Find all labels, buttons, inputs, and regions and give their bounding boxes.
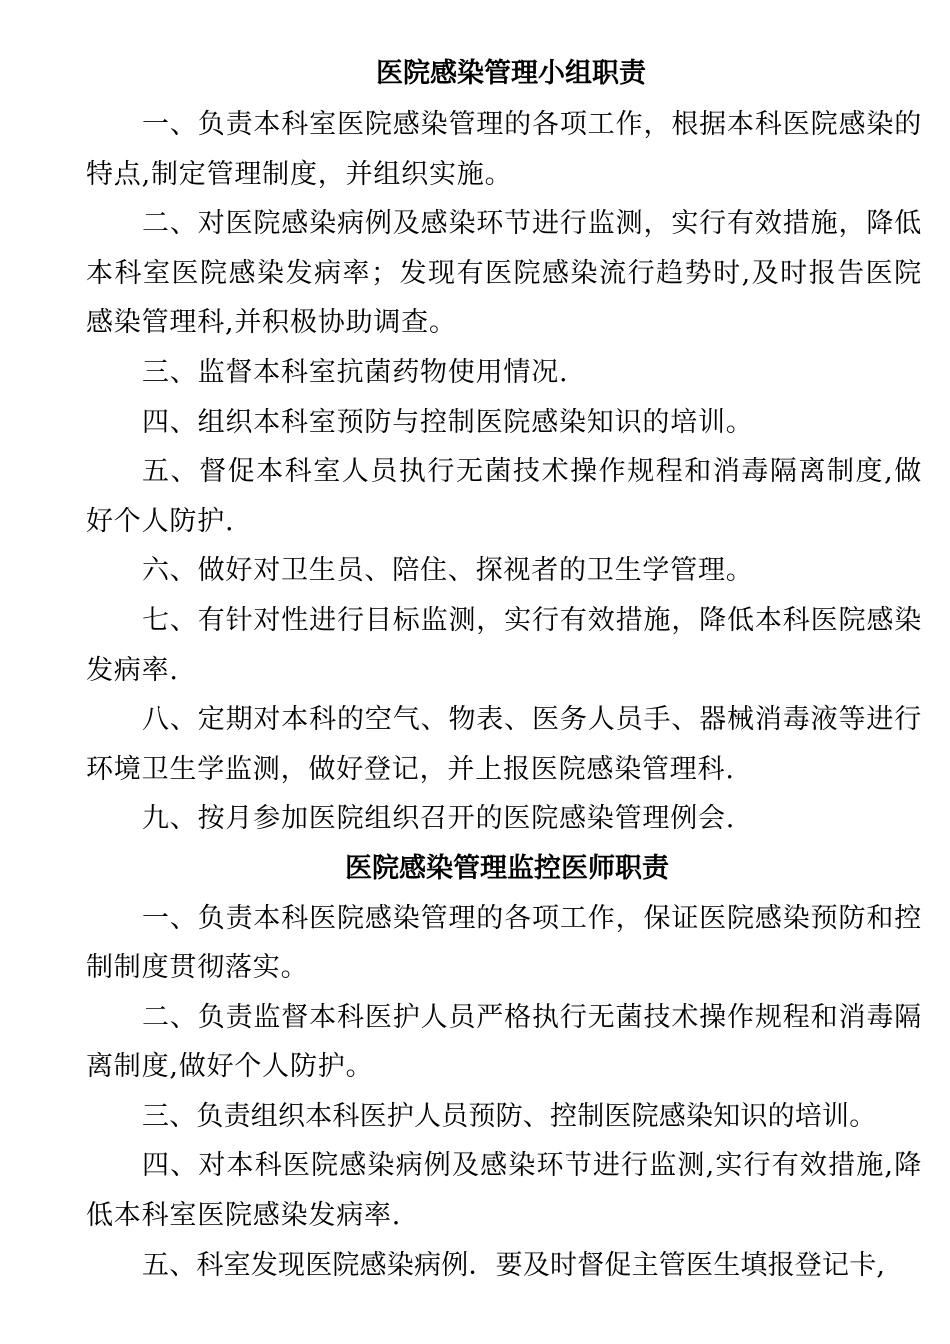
section1-item-3: 三、监督本科室抗菌药物使用情况.	[142, 356, 569, 388]
section1-item-4: 四、组织本科室预防与控制医院感染知识的培训。	[142, 406, 754, 438]
section1-title: 医院感染管理小组职责	[376, 58, 646, 89]
section2-item-5: 五、科室发现医院感染病例．要及时督促主管医生填报登记卡,	[142, 1249, 886, 1281]
section1-item-1: 一、负责本科室医院感染管理的各项工作，根据本科医院感染的特点,制定管理制度，并组织实施。	[86, 109, 922, 190]
section2-item-2: 二、负责监督本科医护人员严格执行无菌技术操作规程和消毒隔离制度,做好个人防护。	[86, 1001, 922, 1083]
section2-title: 医院感染管理监控医师职责	[345, 852, 669, 884]
section2-item-3: 三、负责组织本科医护人员预防、控制医院感染知识的培训。	[142, 1100, 877, 1132]
section2-item-4: 四、对本科医院感染病例及感染环节进行监测,实行有效措施,降低本科室医院感染发病率.	[86, 1150, 922, 1232]
section1-item-8: 八、定期对本科的空气、物表、医务人员手、器械消毒液等进行环境卫生学监测，做好登记，并上报医院感染管理科.	[86, 704, 922, 785]
section1-item-7: 七、有针对性进行目标监测，实行有效措施，降低本科医院感染发病率.	[86, 604, 922, 686]
section1-item-9: 九、按月参加医院组织召开的医院感染管理例会.	[142, 803, 736, 835]
document-page	[86, 48, 922, 1290]
section1-item-6: 六、做好对卫生员、陪住、探视者的卫生学管理。	[142, 555, 754, 587]
section1-item-5: 五、督促本科室人员执行无菌技术操作规程和消毒隔离制度,做好个人防护.	[86, 456, 922, 537]
section1-item-2: 二、对医院感染病例及感染环节进行监测，实行有效措施，降低本科室医院感染发病率；发现有医院感染流行趋势时,及时报告医院感染管理科,并积极协助调查。	[86, 208, 922, 339]
section2-item-1: 一、负责本科医院感染管理的各项工作，保证医院感染预防和控制制度贯彻落实。	[86, 902, 922, 984]
